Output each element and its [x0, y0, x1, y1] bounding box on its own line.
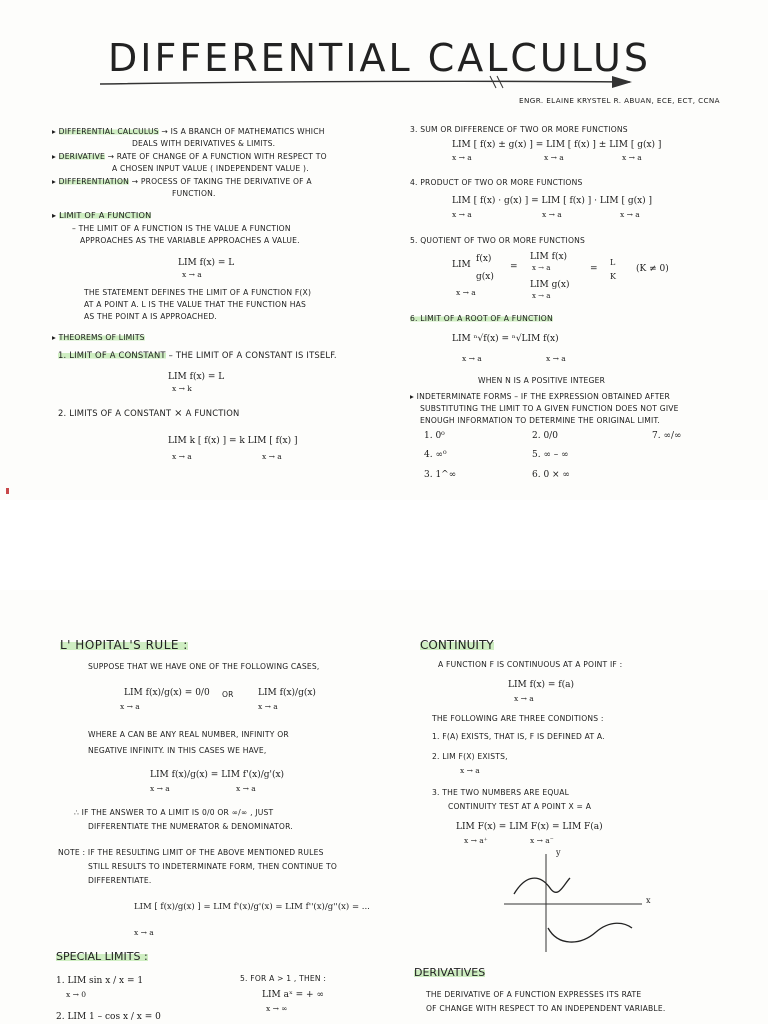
theorem-2 — [58, 408, 240, 419]
continuity-test-sub-1: x → a⁺ — [464, 836, 488, 845]
lhopital-case-1-sub: x → a — [120, 702, 140, 711]
notes-sheet-1 — [0, 0, 768, 500]
lhopital-where-a: WHERE A CAN BE ANY REAL NUMBER, INFINITY OR — [88, 730, 289, 739]
theorem-3-sub-1: x → a — [452, 153, 472, 162]
page-title: DIFFERENTIAL CALCULUS — [108, 36, 651, 80]
indeterminate-a-text: INDETERMINATE FORMS – IF THE EXPRESSION OBTAINED AFTER — [416, 392, 671, 401]
lhopital-answer-b: DIFFERENTIATE THE NUMERATOR & DENOMINATOR. — [88, 822, 293, 831]
definition-1: ▸ DIFFERENTIAL CALCULUS → IS A BRANCH OF MATHEMATICS WHICH — [52, 127, 325, 136]
derivatives-a: THE DERIVATIVE OF A FUNCTION EXPRESSES ITS RATE — [426, 990, 642, 999]
theorem-6-sub-1: x → a — [462, 354, 482, 363]
derivatives-heading — [414, 966, 485, 979]
limit-equation: LIM f(x) = L — [178, 258, 235, 268]
lhopital-rule: LIM f(x)/g(x) = LIM f'(x)/g'(x) — [150, 770, 285, 780]
continuity-graph — [500, 848, 670, 958]
lhopital-case-2: LIM f(x)/g(x) — [258, 688, 316, 698]
lhopital-rule-sub-2: x → a — [236, 784, 256, 793]
theorem-3-equation: LIM [ f(x) ± g(x) ] = LIM [ f(x) ] ± LIM [ g(x) ] — [452, 140, 662, 150]
statement-b: AT A POINT A. L IS THE VALUE THAT THE FUNCTION HAS — [84, 300, 307, 309]
form-2: 2. 0/0 — [532, 431, 558, 441]
continuity-equation-sub: x → a — [514, 694, 534, 703]
continuity-conditions-intro: THE FOLLOWING ARE THREE CONDITIONS : — [432, 714, 604, 723]
limit-def-b: APPROACHES AS THE VARIABLE APPROACHES A VALUE. — [80, 236, 300, 245]
graph-x-label: x — [646, 896, 651, 905]
theorem-5: 5. QUOTIENT OF TWO OR MORE FUNCTIONS — [410, 236, 586, 245]
lhopital-case-2-sub: x → a — [258, 702, 278, 711]
definition-3-cont: FUNCTION. — [172, 189, 216, 198]
theorem-5-right-denominator: LIM g(x) — [530, 280, 570, 290]
special-limit-5-sub: x → ∞ — [266, 1004, 288, 1013]
graph-curve-right — [548, 923, 632, 942]
theorem-5-equals: = — [510, 262, 518, 272]
theorem-5-l: L — [610, 258, 616, 267]
indeterminate-a: ▸ INDETERMINATE FORMS – IF THE EXPRESSION OBTAINED AFTER — [410, 392, 671, 401]
statement-c: AS THE POINT A IS APPROACHED. — [84, 312, 218, 321]
graph-y-label: y — [556, 848, 561, 857]
special-limit-2: 2. LIM 1 – cos x / x = 0 — [56, 1012, 161, 1022]
theorem-2-equation: LIM k [ f(x) ] = k LIM [ f(x) ] — [168, 436, 298, 446]
theorem-5-right-denominator-sub: x → a — [532, 292, 551, 300]
theorems-heading-text: THEOREMS OF LIMITS — [58, 333, 145, 342]
theorem-1-text: – THE LIMIT OF A CONSTANT IS ITSELF. — [168, 350, 337, 360]
continuity-intro: A FUNCTION F IS CONTINUOUS AT A POINT IF : — [438, 660, 623, 669]
graph-curve-left — [514, 878, 570, 894]
theorem-1-equation: LIM f(x) = L — [168, 372, 225, 382]
theorem-6-label: 6. LIMIT OF A ROOT OF A FUNCTION — [410, 314, 553, 323]
continuity-test: CONTINUITY TEST AT A POINT X = A — [448, 802, 592, 811]
continuity-heading — [420, 638, 494, 652]
term-differentiation: DIFFERENTIATION — [58, 177, 130, 186]
theorem-5-numerator: f(x) — [476, 254, 492, 264]
lhopital-intro: SUPPOSE THAT WE HAVE ONE OF THE FOLLOWING CASES, — [88, 662, 320, 671]
continuity-test-equation: LIM F(x) = LIM F(x) = LIM F(a) — [456, 822, 603, 832]
theorem-6-sub-2: x → a — [546, 354, 566, 363]
definition-2-text: → RATE OF CHANGE OF A FUNCTION WITH RESPECT TO — [107, 152, 327, 161]
theorem-6-note: WHEN N IS A POSITIVE INTEGER — [478, 376, 606, 385]
theorem-6-equation: LIM ⁿ√f(x) = ⁿ√LIM f(x) — [452, 334, 559, 344]
theorem-5-right-numerator-sub: x → a — [532, 264, 551, 272]
theorem-4: 4. PRODUCT OF TWO OR MORE FUNCTIONS — [410, 178, 583, 187]
form-6: 6. 0 × ∞ — [532, 470, 570, 480]
definition-1-text: → IS A BRANCH OF MATHEMATICS WHICH — [161, 127, 325, 136]
theorem-6 — [410, 314, 553, 323]
special-limit-5-equation: LIM aˣ = + ∞ — [262, 990, 324, 1000]
special-limit-1-sub: x → 0 — [66, 990, 87, 999]
lhopital-or: OR — [222, 690, 234, 699]
theorem-5-sub: x → a — [456, 288, 476, 297]
theorem-5-condition: (K ≠ 0) — [636, 264, 669, 274]
author-line: ENGR. ELAINE KRYSTEL R. ABUAN, ECE, ECT, CCNA — [519, 96, 720, 105]
lhopital-heading — [60, 638, 188, 652]
limit-heading: ▸ LIMIT OF A FUNCTION — [52, 210, 152, 220]
form-5: 5. ∞ – ∞ — [532, 450, 569, 460]
theorem-4-sub-1: x → a — [452, 210, 472, 219]
theorem-5-right-numerator: LIM f(x) — [530, 252, 568, 262]
continuity-test-sub-2: x → a⁻ — [530, 836, 554, 845]
continuity-condition-2: 2. LIM F(X) EXISTS, — [432, 752, 508, 761]
page-gap — [0, 500, 768, 590]
continuity-equation: LIM f(x) = f(a) — [508, 680, 575, 690]
special-limit-5: 5. FOR A > 1 , THEN : — [240, 974, 327, 983]
term-derivative: DERIVATIVE — [58, 152, 105, 161]
limit-heading-text: LIMIT OF A FUNCTION — [59, 210, 152, 220]
lhopital-chain: LIM [ f(x)/g(x) ] = LIM f'(x)/g'(x) = LIM f''(x)/g''(x) = ... — [134, 902, 370, 912]
theorem-1-sub: x → k — [172, 384, 192, 393]
lhopital-heading-text: L' HOPITAL'S RULE : — [60, 638, 188, 652]
form-4: 4. ∞⁰ — [424, 450, 447, 460]
lhopital-chain-sub: x → a — [134, 928, 154, 937]
page-mark — [6, 488, 9, 494]
form-3: 3. 1^∞ — [424, 470, 457, 480]
lhopital-rule-sub-1: x → a — [150, 784, 170, 793]
special-limits-heading — [56, 950, 148, 963]
theorem-1-label: 1. LIMIT OF A CONSTANT — [58, 350, 166, 360]
definition-3-text: → PROCESS OF TAKING THE DERIVATIVE OF A — [131, 177, 312, 186]
definition-2: ▸ DERIVATIVE → RATE OF CHANGE OF A FUNCTION WITH RESPECT TO — [52, 152, 327, 161]
lhopital-case-1: LIM f(x)/g(x) = 0/0 — [124, 688, 210, 698]
term-differential-calculus: DIFFERENTIAL CALCULUS — [58, 127, 159, 136]
theorem-3-sub-3: x → a — [622, 153, 642, 162]
limit-equation-sub: x → a — [182, 270, 202, 279]
theorem-4-sub-2: x → a — [542, 210, 562, 219]
theorems-heading: ▸ THEOREMS OF LIMITS — [52, 333, 145, 342]
lhopital-note-a: NOTE : IF THE RESULTING LIMIT OF THE ABOVE MENTIONED RULES — [58, 848, 324, 857]
theorem-4-equation: LIM [ f(x) · g(x) ] = LIM [ f(x) ] · LIM [ g(x) ] — [452, 196, 653, 206]
theorem-1 — [58, 350, 337, 360]
notes-sheet-2 — [0, 590, 768, 1024]
derivatives-heading-text: DERIVATIVES — [414, 966, 486, 979]
lhopital-answer-a: ∴ IF THE ANSWER TO A LIMIT IS 0/0 OR ∞/∞ , JUST — [74, 808, 274, 817]
derivatives-b: OF CHANGE WITH RESPECT TO AN INDEPENDENT VARIABLE. — [426, 1004, 666, 1013]
lhopital-note-c: DIFFERENTIATE. — [88, 876, 152, 885]
theorem-4-sub-3: x → a — [620, 210, 640, 219]
theorem-2-sub-2: x → a — [262, 452, 282, 461]
theorem-5-lim: LIM — [452, 260, 471, 270]
indeterminate-b: SUBSTITUTING THE LIMIT TO A GIVEN FUNCTION DOES NOT GIVE — [420, 404, 679, 413]
continuity-condition-2-sub: x → a — [460, 766, 480, 775]
continuity-condition-3: 3. THE TWO NUMBERS ARE EQUAL — [432, 788, 570, 797]
statement-a: THE STATEMENT DEFINES THE LIMIT OF A FUNCTION F(X) — [84, 288, 312, 297]
theorem-2-text: A FUNCTION — [185, 408, 240, 418]
definition-2-cont: A CHOSEN INPUT VALUE ( INDEPENDENT VALUE ). — [112, 164, 309, 173]
form-1: 1. 0⁰ — [424, 431, 445, 441]
special-limits-heading-text: SPECIAL LIMITS : — [56, 950, 148, 963]
theorem-3-sub-2: x → a — [544, 153, 564, 162]
lhopital-note-b: STILL RESULTS TO INDETERMINATE FORM, THEN CONTINUE TO — [88, 862, 338, 871]
indeterminate-c: ENOUGH INFORMATION TO DETERMINE THE ORIGINAL LIMIT. — [420, 416, 661, 425]
theorem-2-sub-1: x → a — [172, 452, 192, 461]
theorem-5-denominator: g(x) — [476, 272, 494, 282]
special-limit-1: 1. LIM sin x / x = 1 — [56, 976, 144, 986]
theorem-2-times: × — [174, 408, 183, 419]
continuity-condition-1: 1. F(A) EXISTS, THAT IS, F IS DEFINED AT A. — [432, 732, 605, 741]
limit-def-a: – THE LIMIT OF A FUNCTION IS THE VALUE A FUNCTION — [72, 224, 291, 233]
theorem-3: 3. SUM OR DIFFERENCE OF TWO OR MORE FUNCTIONS — [410, 125, 628, 134]
theorem-5-k: K — [610, 272, 616, 281]
lhopital-where-b: NEGATIVE INFINITY. IN THIS CASES WE HAVE, — [88, 746, 267, 755]
form-7: 7. ∞/∞ — [652, 431, 682, 441]
definition-1-cont: DEALS WITH DERIVATIVES & LIMITS. — [132, 139, 276, 148]
theorem-5-equals-2: = — [590, 264, 598, 274]
continuity-heading-text: CONTINUITY — [420, 638, 494, 652]
definition-3: ▸ DIFFERENTIATION → PROCESS OF TAKING THE DERIVATIVE OF A — [52, 177, 312, 186]
theorem-2-label: 2. LIMITS OF A CONSTANT — [58, 408, 172, 418]
